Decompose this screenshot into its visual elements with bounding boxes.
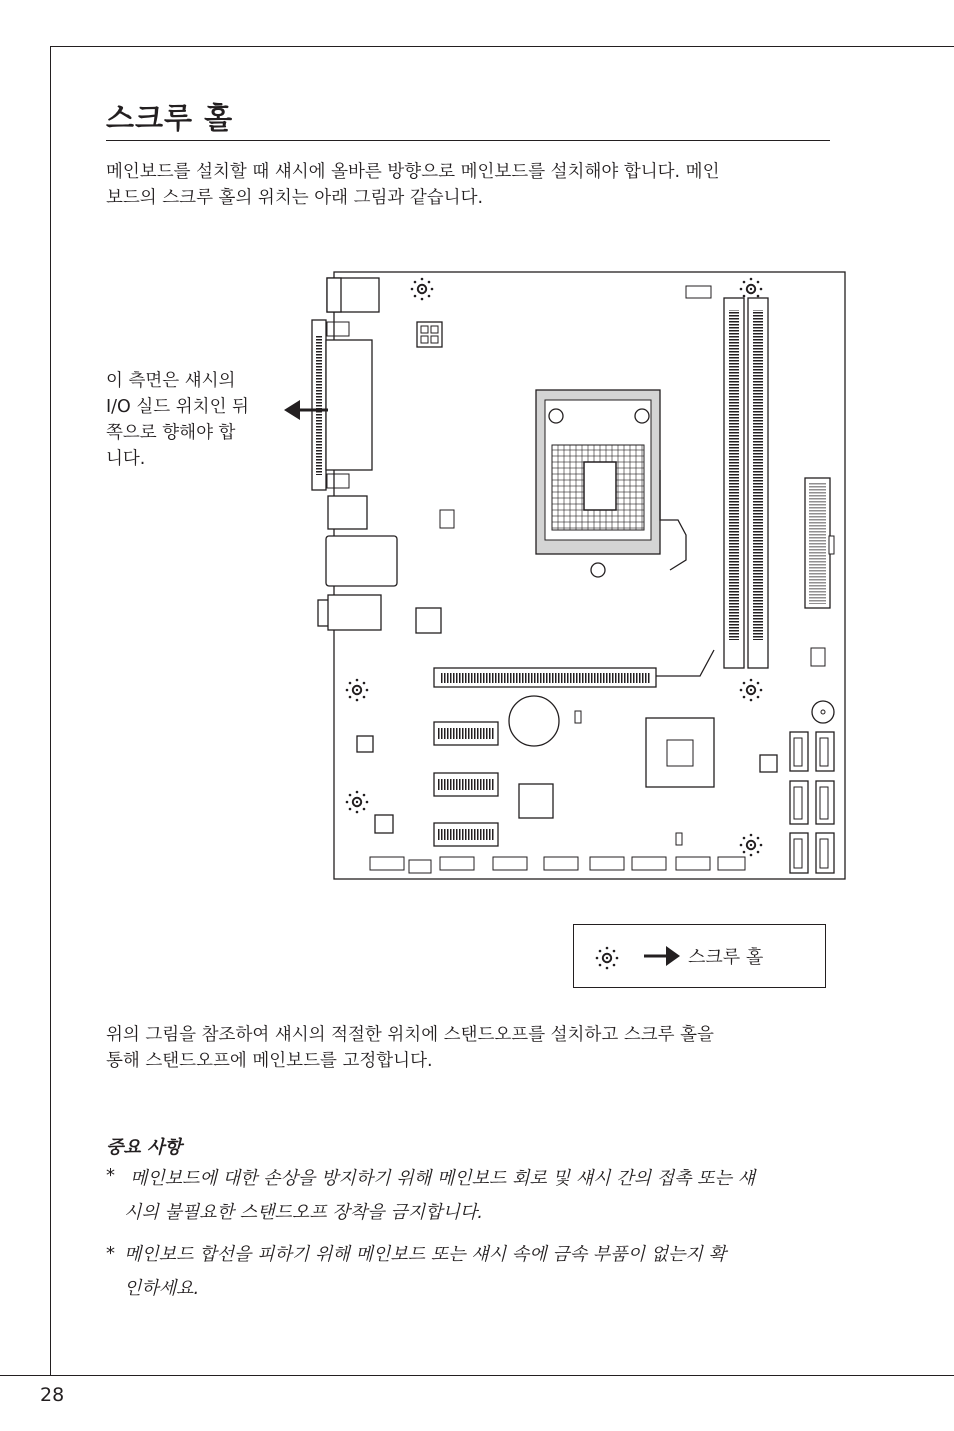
io-note-line-4: 니다. xyxy=(106,449,146,469)
buzzer xyxy=(812,701,834,723)
note-2-line-1: 메인보드 합선을 피하기 위해 메인보드 또는 섀시 속에 금속 부품이 없는지 확 xyxy=(124,1244,726,1265)
important-heading: 중요 사항 xyxy=(106,1137,182,1158)
screw-hole-icon xyxy=(592,943,622,973)
usb-port xyxy=(328,496,367,529)
note-bullet: * xyxy=(106,1243,115,1264)
page-frame-bottom xyxy=(0,1375,954,1376)
sys-fan-header-2 xyxy=(811,648,825,666)
arrow-right-icon xyxy=(644,943,682,969)
page-number: 28 xyxy=(40,1384,65,1406)
io-direction-arrow xyxy=(284,400,300,420)
legend-label: 스크루 홀 xyxy=(688,947,764,968)
instruction-line-2: 통해 스탠드오프에 메인보드를 고정합니다. xyxy=(106,1051,433,1071)
important-note-1 xyxy=(124,1162,830,1230)
audio-jacks xyxy=(328,595,381,630)
lan-port xyxy=(326,536,397,586)
intro-line-1: 메인보드를 설치할 때 섀시에 올바른 방향으로 메인보드를 설치해야 합니다. 메인 xyxy=(106,162,720,182)
note-1-line-1: 메인보드에 대한 손상을 방지하기 위해 메인보드 회로 및 섀시 간의 접촉 또는 섀 xyxy=(130,1168,756,1189)
io-note-line-2: I/O 실드 위치인 뒤 xyxy=(106,397,249,417)
sys-fan-header xyxy=(440,510,454,528)
cmos-battery xyxy=(509,696,559,746)
io-note-line-1: 이 측면은 섀시의 xyxy=(106,371,236,391)
page-title: 스크루 홀 xyxy=(106,101,234,135)
note-1-line-2: 시의 불필요한 스탠드오프 장착을 금지합니다. xyxy=(124,1202,483,1223)
note-bullet: * xyxy=(106,1165,115,1186)
io-note-line-3: 쪽으로 향해야 합 xyxy=(106,423,236,443)
note-2-line-2: 인하세요. xyxy=(124,1278,200,1299)
intro-line-2: 보드의 스크루 홀의 위치는 아래 그림과 같습니다. xyxy=(106,188,484,208)
legend-box xyxy=(573,924,826,988)
parallel-port xyxy=(326,340,372,470)
instruction-line-1: 위의 그림을 참조하여 섀시의 적절한 위치에 스탠드오프를 설치하고 스크루 홀을 xyxy=(106,1025,714,1045)
cpu-fan-header xyxy=(686,286,711,298)
important-note-2 xyxy=(124,1238,830,1306)
instruction-paragraph xyxy=(106,1022,832,1074)
